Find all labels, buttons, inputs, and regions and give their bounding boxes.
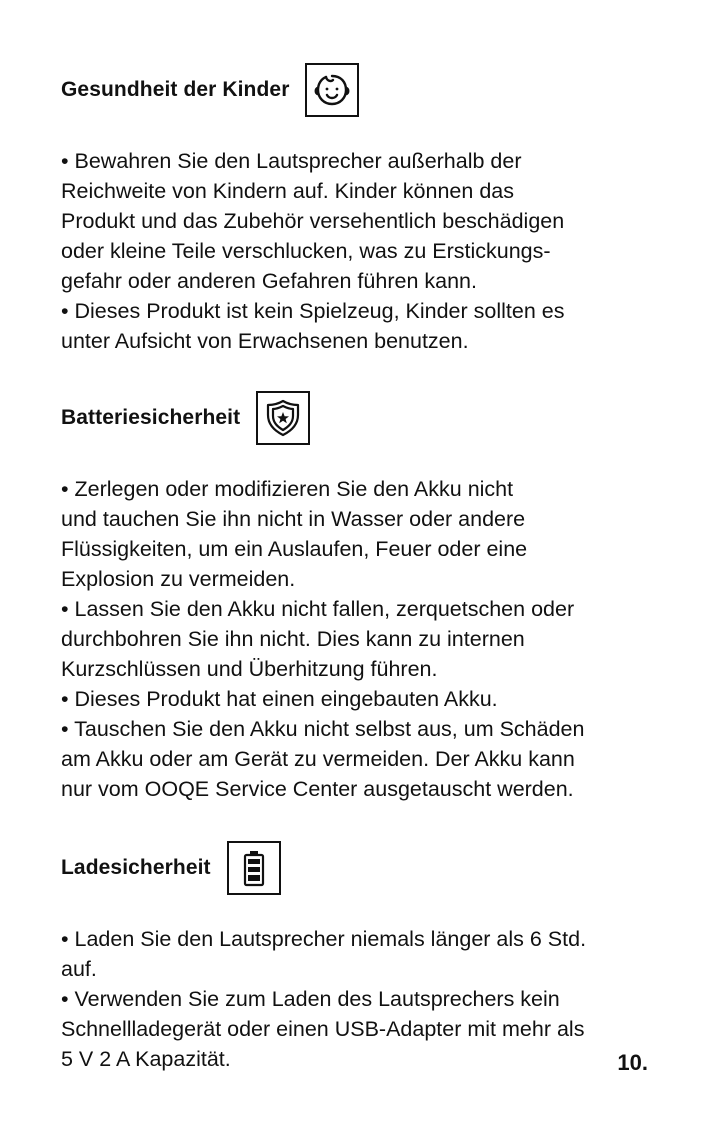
section-charging-safety (61, 839, 651, 1074)
section-body-text: • Zerlegen oder modifizieren Sie den Akku nicht und tauchen Sie ihn nicht in Wasser oder andere Flüssigkeiten, um ein Auslaufen, Feuer oder eine Explosion zu vermeiden. • Lassen Sie den Akku nicht fallen, zerquetschen oder durchbohren Sie ihn nicht. Dies kann zu internen Kurzschlüssen und Überhitzung führen. • Dieses Produkt hat einen eingebauten Akku. • Tauschen Sie den Akku nicht selbst aus, um Schäden am Akku oder am Gerät zu vermeiden. Der Akku kann nur vom OOQE Service Center ausgetauscht werden. (61, 477, 585, 801)
section-children-health (61, 61, 651, 356)
section-body-text: • Bewahren Sie den Lautsprecher außerhalb der Reichweite von Kindern auf. Kinder können das Produkt und das Zubehör versehentlich beschädigen oder kleine Teile verschlucken, was zu Erstickungs- gefahr oder anderen Gefahren führen kann. • Dieses Produkt ist kein Spielzeug, Kinder sollten es unter Aufsicht von Erwachsenen benutzen. (61, 149, 565, 353)
shield-star-icon (256, 391, 310, 445)
section-battery-safety (61, 389, 651, 804)
section-heading: Ladesicherheit (61, 856, 211, 879)
section-header (61, 839, 651, 897)
section-body-text: • Laden Sie den Lautsprecher niemals länger als 6 Std. auf. • Verwenden Sie zum Laden des Lautsprechers kein Schnellladegerät oder einen USB-Adapter mit mehr als 5 V 2 A Kapazität. (61, 927, 587, 1071)
section-header (61, 389, 651, 447)
section-heading: Batteriesicherheit (61, 406, 241, 429)
page-number: 10. (617, 1050, 648, 1075)
section-header (61, 61, 651, 119)
section-heading: Gesundheit der Kinder (61, 78, 290, 101)
baby-face-icon (305, 63, 359, 117)
battery-icon (227, 841, 281, 895)
